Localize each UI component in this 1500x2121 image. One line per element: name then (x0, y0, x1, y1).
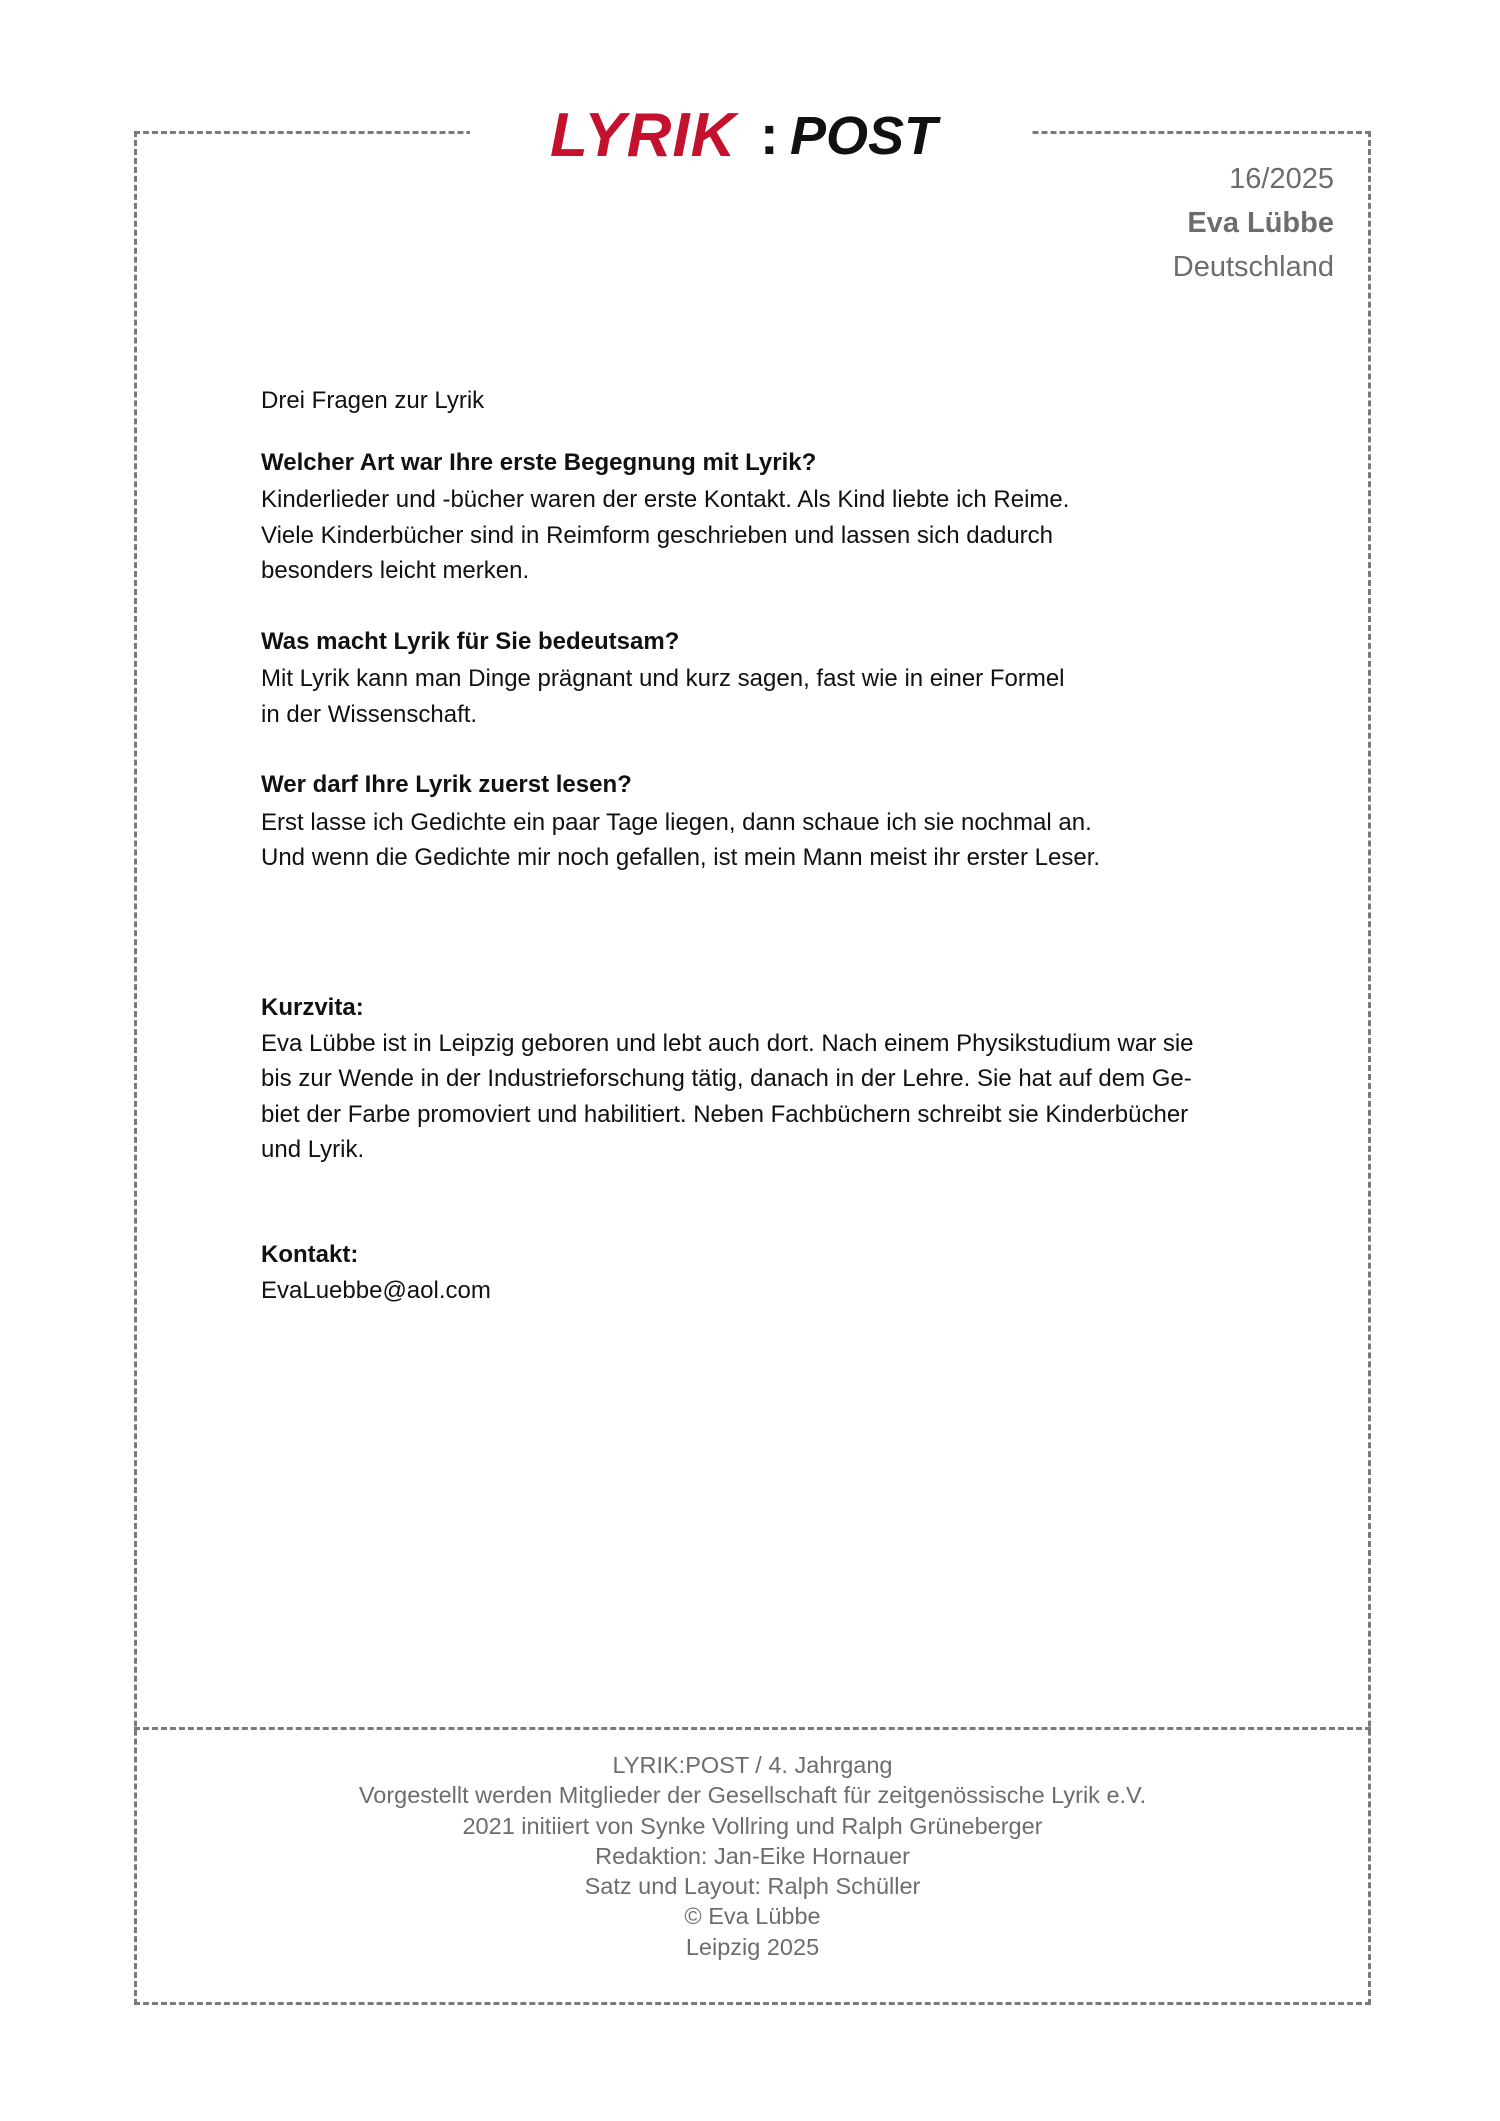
footer-line: Vorgestellt werden Mitglieder der Gesellschaft für zeitgenössische Lyrik e.V. (358, 1782, 1147, 1809)
footer-line: LYRIK:POST / 4. Jahrgang (612, 1752, 893, 1778)
qa-item (261, 624, 1261, 733)
answer: Mit Lyrik kann man Dinge prägnant und kurz sagen, fast wie in einer Formel in der Wissenschaft. (261, 665, 1065, 728)
logo-part1: LYRIK (550, 101, 737, 168)
interview-section (261, 383, 1261, 911)
footer-line: 2021 initiiert von Synke Vollring und Ralph Grüneberger (462, 1812, 1043, 1839)
question: Was macht Lyrik für Sie bedeutsam? (261, 627, 680, 655)
short-bio-section (261, 990, 1261, 1168)
qa-item (261, 767, 1261, 876)
question: Wer darf Ihre Lyrik zuerst lesen? (261, 771, 632, 798)
footer-line: Redaktion: Jan-Eike Hornauer (595, 1842, 910, 1869)
question: Welcher Art war Ihre erste Begegnung mit Lyrik? (261, 448, 817, 476)
logo-wordmark (540, 98, 960, 168)
issue-number: 16/2025 (1229, 163, 1334, 195)
short-bio-label: Kurzvita: (261, 994, 364, 1021)
contact-email[interactable]: EvaLuebbe@aol.com (261, 1276, 491, 1304)
footer-divider (134, 1727, 1371, 1730)
contact-section (261, 1237, 1261, 1308)
short-bio-text: Eva Lübbe ist in Leipzig geboren und lebt auch dort. Nach einem Physikstudium war sie bis zur Wende in der Industrieforschung tätig, danach in der Lehre. Sie hat auf dem Ge- biet der Farbe promoviert und habilitiert. Neben Fachbüchern schreibt sie Kinderbücher und Lyrik. (261, 1029, 1194, 1163)
footer-line: © Eva Lübbe (684, 1903, 821, 1930)
author-country: Deutschland (1172, 251, 1334, 283)
intro-heading: Drei Fragen zur Lyrik (261, 387, 485, 414)
answer: Erst lasse ich Gedichte ein paar Tage liegen, dann schaue ich sie nochmal an. Und wenn die Gedichte mir noch gefallen, ist mein Mann meist ihr erster Leser. (261, 808, 1101, 871)
answer: Kinderlieder und -bücher waren der erste Kontakt. Als Kind liebte ich Reime. Viele Kinderbücher sind in Reimform geschrieben und lassen sich dadurch besonders leicht merken. (261, 486, 1070, 584)
footer-line: Satz und Layout: Ralph Schüller (584, 1873, 921, 1900)
contact-label: Kontakt: (261, 1241, 359, 1268)
logo-part2: POST (790, 106, 938, 166)
author-name: Eva Lübbe (1187, 207, 1334, 239)
issue-header (1173, 157, 1334, 289)
footer (134, 1750, 1371, 1962)
qa-item (261, 445, 1261, 589)
logo-separator: : (760, 103, 779, 166)
lyrik-post-logo (470, 88, 1030, 178)
footer-line: Leipzig 2025 (685, 1933, 820, 1960)
